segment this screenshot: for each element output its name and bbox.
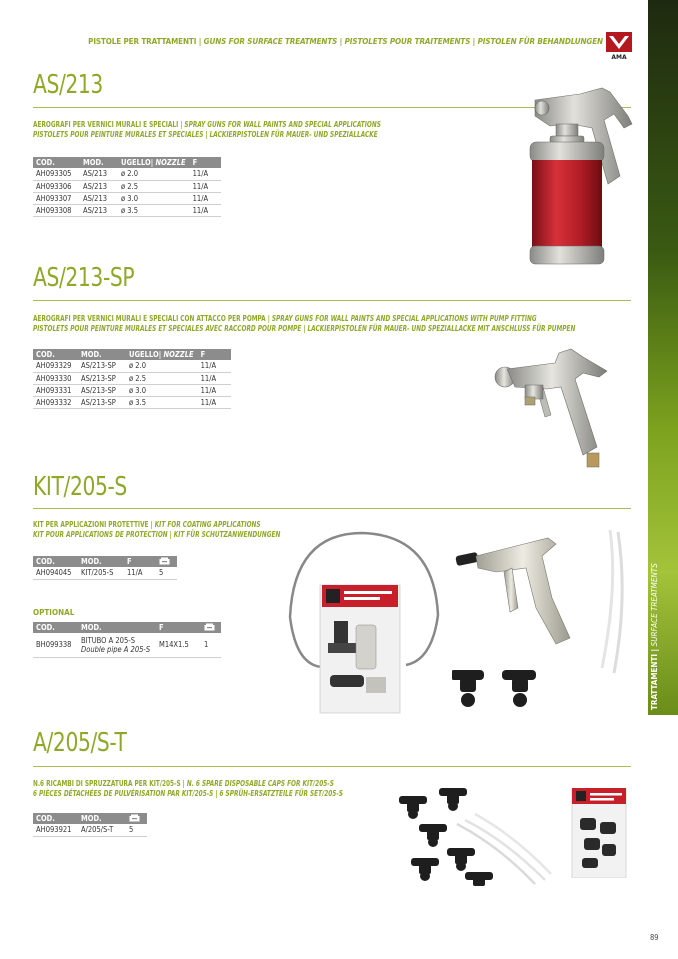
table-row: AH093306 AS/213 ø 2.5 11/A — [33, 180, 221, 192]
header-en: GUNS FOR SURFACE TREATMENTS — [203, 37, 338, 46]
spec-table-a205st — [33, 813, 147, 837]
table-header-row: COD. MOD. F — [33, 622, 221, 633]
spec-table-as213 — [33, 157, 221, 217]
section-title-a205st: A/205/S-T — [33, 728, 127, 758]
optional-table — [33, 622, 221, 658]
section-title-as213sp: AS/213-SP — [33, 263, 135, 293]
table-row: AH094045 KIT/205-S 11/A 5 — [33, 567, 177, 579]
spray-gun-with-red-cup-image — [510, 80, 635, 270]
table-row: AH093305 AS/213 ø 2.0 11/A — [33, 168, 221, 180]
section-description: AEROGRAFI PER VERNICI MURALI E SPECIALI | SPRAY GUNS FOR WALL PAINTS AND SPECIAL APPLICATIONS PISTOLETS POUR PEINTURE MURALES ET SPECIALES | LACKIERPISTOLEN FÜR MAUER- UND SPEZIALLACKE — [33, 120, 381, 139]
table-row: AH093331 AS/213-SP ø 3.0 11/A — [33, 384, 231, 396]
header-it: PISTOLE PER TRATTAMENTI — [88, 37, 197, 46]
table-row: AH093332 AS/213-SP ø 3.5 11/A — [33, 396, 231, 408]
table-header-row: COD. MOD. UGELLO| NOZZLE F — [33, 349, 231, 360]
box-icon — [201, 622, 221, 633]
spec-table-kit205s — [33, 556, 177, 580]
section-description: N.6 RICAMBI DI SPRUZZATURA PER KIT/205-S | N. 6 SPARE DISPOSABLE CAPS FOR KIT/205-S 6 PIÈCES DÉTACHÉES DE PULVÉRISATION PAR KIT/205-S | 6 SPRÜH-ERSATZTEILE FÜR SET/205-S — [33, 779, 343, 798]
kit-packaging-image — [282, 525, 447, 720]
optional-label: OPTIONAL — [33, 608, 75, 617]
box-icon — [156, 556, 177, 567]
header-de: PISTOLEN FÜR BEHANDLUNGEN — [477, 37, 603, 46]
svg-text:AMA: AMA — [611, 54, 627, 61]
table-row: BH099338 BITUBO A 205-S Double pipe A 205-S M14X1.5 1 — [33, 633, 221, 657]
side-tab-label: TRATTAMENTI | SURFACE TREATMENTS — [650, 563, 659, 710]
table-row: AH093329 AS/213-SP ø 2.0 11/A — [33, 360, 231, 372]
table-header-row: COD. MOD. — [33, 813, 147, 824]
page-header-line: PISTOLE PER TRATTAMENTI | GUNS FOR SURFACE TREATMENTS | PISTOLETS POUR TRAITEMENTS | PISTOLEN FÜR BEHANDLUNGEN — [88, 37, 603, 46]
table-row: AH093308 AS/213 ø 3.5 11/A — [33, 204, 221, 216]
kit-gun-and-caps-image — [452, 528, 640, 713]
spray-cap — [452, 670, 484, 707]
table-row: AH093921 A/205/S-T 5 — [33, 824, 147, 836]
section-rule — [33, 508, 631, 509]
spray-gun-pump-fitting-image — [487, 345, 617, 475]
section-description: KIT PER APPLICAZIONI PROTETTIVE | KIT FOR COATING APPLICATIONS KIT POUR APPLICATIONS DE PROTECTION | KIT FÜR SCHUTZANWENDUNGEN — [33, 520, 281, 539]
table-row: AH093330 AS/213-SP ø 2.5 11/A — [33, 372, 231, 384]
section-rule — [33, 766, 631, 767]
page-number: 89 — [650, 933, 659, 942]
spare-caps-packaging-image — [570, 788, 628, 878]
section-rule — [33, 300, 631, 301]
header-fr: PISTOLETS POUR TRAITEMENTS — [344, 37, 471, 46]
box-icon — [126, 813, 147, 824]
spray-cap — [502, 670, 536, 707]
table-header-row: COD. MOD. UGELLO| NOZZLE F — [33, 157, 221, 168]
spec-table-as213sp — [33, 349, 231, 409]
brand-logo — [606, 32, 632, 62]
section-title-kit205s: KIT/205-S — [33, 472, 127, 502]
spare-caps-image — [395, 780, 555, 890]
section-description: AEROGRAFI PER VERNICI MURALI E SPECIALI CON ATTACCO PER POMPA | SPRAY GUNS FOR WALL PAINTS AND SPECIAL APPLICATIONS WITH PUMP FITTING PISTOLETS POUR PEINTURE MURALES ET SPECIALES AVEC RACCORD POUR POMPE | LACKIERPISTOLEN FÜR MAUER- UND SPEZIALLACKE MIT ANSCHLUSS FÜR PUMPEN — [33, 314, 576, 333]
table-row: AH093307 AS/213 ø 3.0 11/A — [33, 192, 221, 204]
section-title-as213: AS/213 — [33, 70, 103, 100]
table-header-row: COD. MOD. F — [33, 556, 177, 567]
